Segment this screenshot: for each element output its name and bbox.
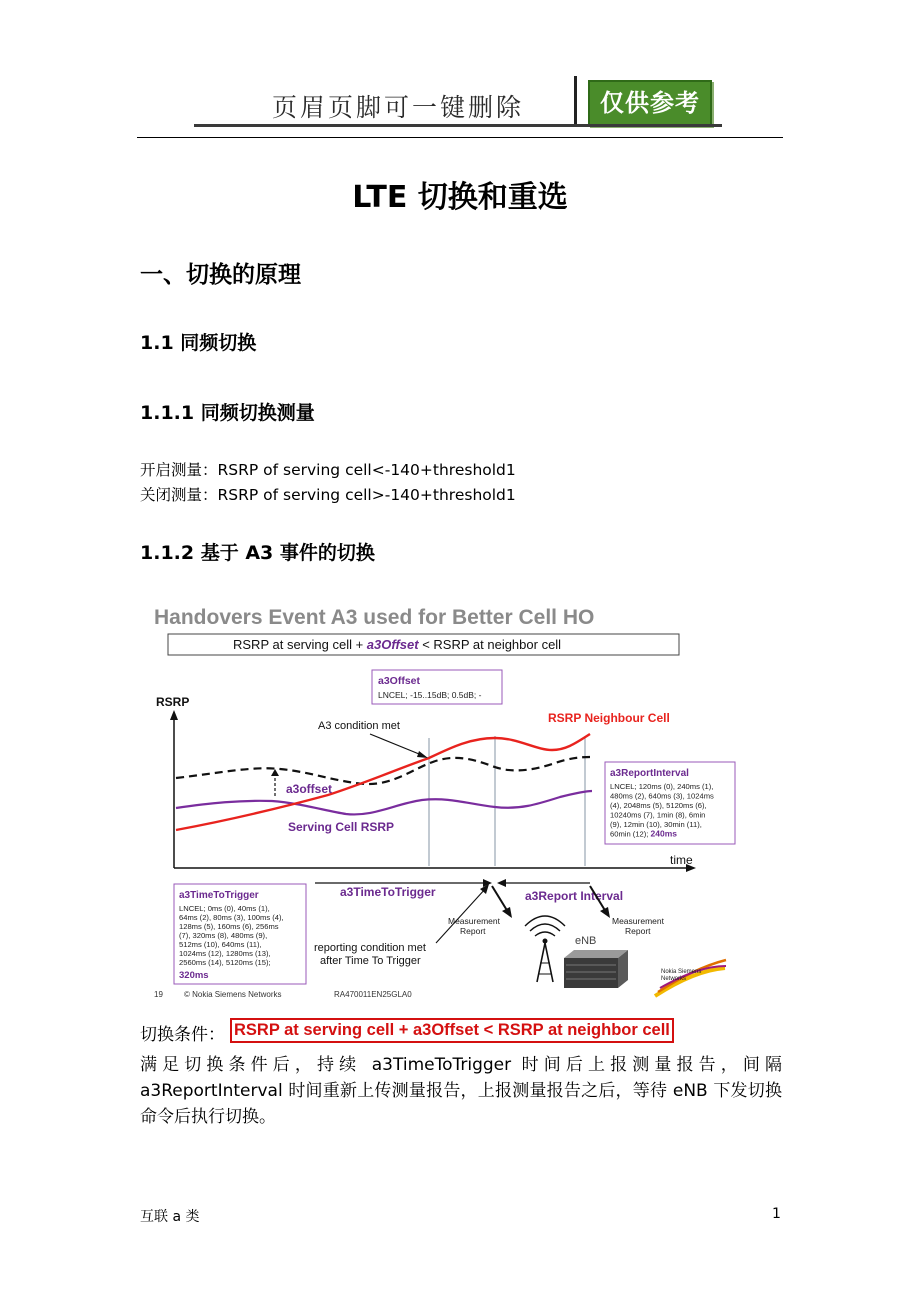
svg-text:2560ms (14), 5120ms (15);: 2560ms (14), 5120ms (15);: [179, 958, 271, 967]
svg-text:1024ms (12), 1280ms (13),: 1024ms (12), 1280ms (13),: [179, 949, 271, 958]
x-axis-label: time: [670, 853, 693, 867]
neighbour-cell-label: RSRP Neighbour Cell: [548, 711, 670, 725]
serving-plus-offset-curve: [176, 757, 590, 784]
header-banner-text: 页眉页脚可一键删除: [272, 93, 525, 122]
serving-cell-rsrp-curve: [176, 791, 592, 814]
figure-formula: RSRP at serving cell + a3Offset < RSRP at neighbor cell: [233, 637, 562, 652]
figure-title: Handovers Event A3 used for Better Cell HO: [154, 606, 595, 629]
document-title: LTE 切换和重选: [352, 180, 568, 215]
measurement-report-1-arrow: [502, 907, 512, 918]
figure-page-number: 19: [154, 990, 163, 999]
svg-text:LNCEL; 120ms (0), 240ms (1),: LNCEL; 120ms (0), 240ms (1),: [610, 782, 714, 791]
measurement-report-1-line1: Measurement: [448, 916, 500, 926]
enb-equipment-icon: [564, 950, 628, 988]
section-heading-1-1-2: 1.1.2 基于 A3 事件的切换: [140, 542, 375, 564]
reporting-condition-line1: reporting condition met: [314, 942, 426, 954]
a3-handover-figure: [140, 598, 740, 1002]
report-span-label: a3Report Interval: [525, 889, 624, 903]
measurement-report-2-arrow: [600, 907, 610, 918]
ttt-param-title: a3TimeToTrigger: [179, 890, 259, 901]
a3-condition-met-arrow: [417, 751, 428, 758]
condition-label: 切换条件：: [140, 1025, 225, 1045]
ttt-default-value: 320ms: [179, 970, 209, 981]
reporting-condition-line2: after Time To Trigger: [320, 955, 421, 967]
antenna-tower-icon: [525, 916, 565, 982]
measurement-report-2-line1: Measurement: [612, 916, 664, 926]
svg-text:(7), 320ms (8), 480ms (9),: (7), 320ms (8), 480ms (9),: [179, 931, 268, 940]
condition-formula: RSRP at serving cell + a3Offset < RSRP at neighbor cell: [230, 1018, 674, 1043]
a3offset-curve-label: a3offset: [286, 782, 333, 796]
svg-text:(9), 12min (10), 30min (11),: (9), 12min (10), 30min (11),: [610, 820, 702, 829]
measurement-report-1-line2: Report: [460, 926, 486, 936]
section-heading-1-1-1: 1.1.1 同频切换测量: [140, 402, 315, 424]
enb-label: eNB: [575, 935, 597, 947]
figure-code: RA470011EN25GLA0: [334, 990, 412, 999]
section-heading-1: 一、切换的原理: [140, 262, 301, 288]
logo-text-line1: Nokia Siemens: [661, 969, 702, 975]
svg-text:480ms (2), 640ms (3), 1024ms: 480ms (2), 640ms (3), 1024ms: [610, 791, 714, 801]
svg-text:512ms (10), 640ms (11),: 512ms (10), 640ms (11),: [179, 940, 262, 949]
svg-text:64ms (2), 80ms (3), 100ms (4),: 64ms (2), 80ms (3), 100ms (4),: [179, 913, 284, 922]
measurement-report-1-pointer: [492, 886, 508, 912]
report-interval-param-title: a3ReportInterval: [610, 768, 689, 779]
a3offset-param-title: a3Offset: [378, 675, 421, 687]
logo-text-line2: Networks: [661, 976, 687, 982]
svg-text:(4), 2048ms (5), 5120ms (6),: (4), 2048ms (5), 5120ms (6),: [610, 801, 707, 810]
a3-condition-met-label: A3 condition met: [318, 720, 400, 732]
y-axis-arrow: [170, 710, 178, 720]
ttt-span-label: a3TimeToTrigger: [340, 885, 436, 899]
figure-copyright: © Nokia Siemens Networks: [184, 990, 282, 999]
svg-text:LNCEL; 0ms (0), 40ms (1),: LNCEL; 0ms (0), 40ms (1),: [179, 904, 270, 913]
footer-label: 互联 a 类: [140, 1209, 200, 1225]
a3-condition-met-pointer: [370, 734, 424, 756]
y-axis-label: RSRP: [156, 695, 190, 709]
header-divider: [574, 76, 577, 126]
measurement-report-2-line2: Report: [625, 926, 651, 936]
header-rule: [137, 137, 783, 138]
a3offset-param-text: LNCEL; -15..15dB; 0.5dB; -: [378, 690, 482, 700]
page-number: 1: [772, 1206, 781, 1222]
svg-text:60min (12); 240ms: 60min (12); 240ms: [610, 828, 677, 839]
svg-text:128ms (5), 160ms (6), 256ms: 128ms (5), 160ms (6), 256ms: [179, 922, 279, 931]
measure-open-text: 开启测量：RSRP of serving cell<-140+threshold1: [140, 461, 516, 479]
body-paragraph: 满足切换条件后，持续 a3TimeToTrigger 时间后上报测量报告，间隔 a3ReportInterval 时间重新上传测量报告，上报测量报告之后，等待 eNB 下发切换命令后执行切换。: [140, 1055, 782, 1127]
measure-close-text: 关闭测量：RSRP of serving cell>-140+threshold1: [140, 486, 516, 504]
section-heading-1-1: 1.1 同频切换: [140, 332, 257, 354]
serving-cell-label: Serving Cell RSRP: [288, 820, 395, 834]
header-underline: [194, 124, 722, 127]
a3offset-gap-arrow: [271, 769, 279, 776]
svg-text:10240ms (7), 1min (8), 6min: 10240ms (7), 1min (8), 6min: [610, 810, 706, 820]
report-span-arrow-left: [497, 879, 506, 887]
reference-only-stamp: 仅供参考: [588, 80, 712, 126]
